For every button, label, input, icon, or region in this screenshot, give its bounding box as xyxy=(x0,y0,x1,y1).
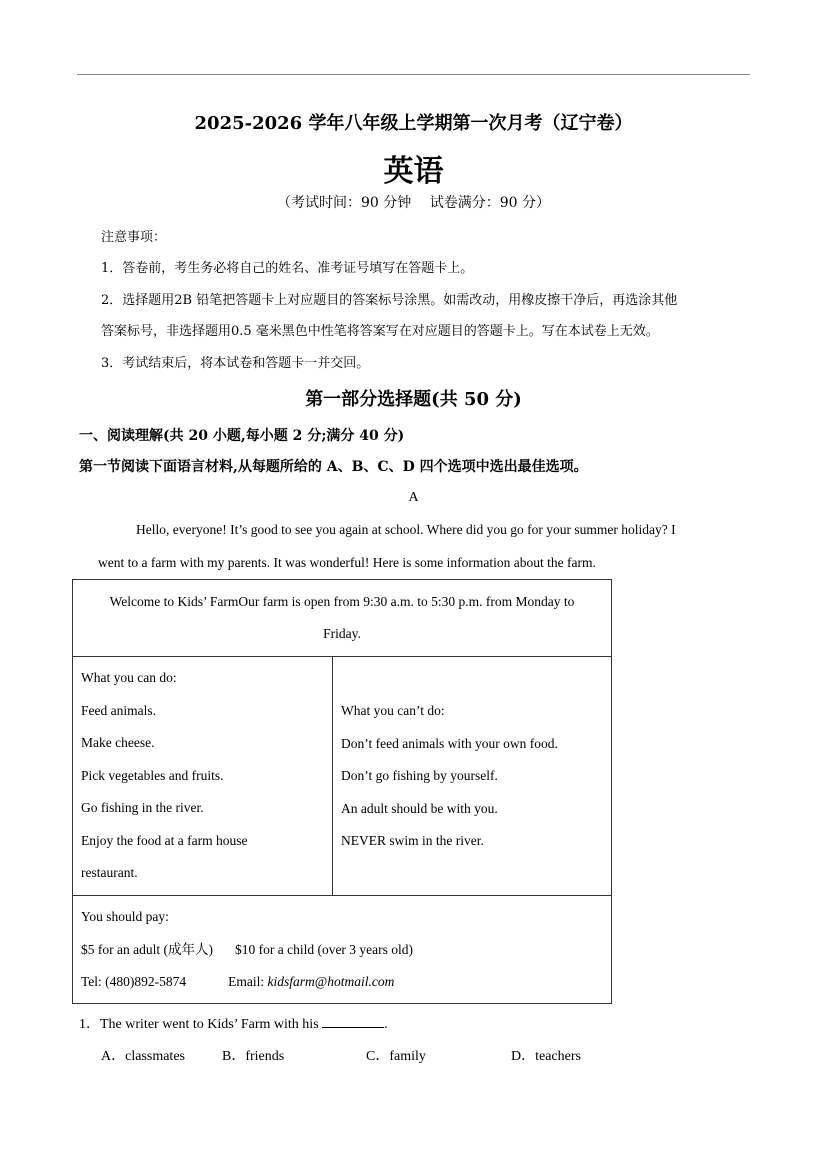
can-do-item: Enjoy the food at a farm house xyxy=(81,832,248,848)
phone-number: Tel: (480)892-5874 xyxy=(81,974,187,989)
cannot-do-item: An adult should be with you. xyxy=(341,800,498,816)
can-do-cell xyxy=(73,657,333,896)
farm-header-line-2: Friday. xyxy=(323,626,361,641)
email-address: kidsfarm@hotmail.com xyxy=(267,974,395,989)
option-b: B．friends xyxy=(222,1049,285,1064)
note-item-2-line-2: 答案标号，非选择题用0.5 毫米黑色中性笔将答案写在对应题目的答题卡上。写在本试卷上无效。 xyxy=(101,324,659,339)
note-item-1: 1．答卷前，考生务必将自己的姓名、准考证号填写在答题卡上。 xyxy=(101,261,474,276)
price-child: $10 for a child (over 3 years old) xyxy=(234,941,414,957)
cannot-do-cell xyxy=(333,657,612,896)
question-1-stem: 1．The writer went to Kids’ Farm with his . xyxy=(79,1017,388,1032)
note-item-3: 3．考试结束后，将本试卷和答题卡一并交回。 xyxy=(101,356,370,371)
farm-info-table xyxy=(72,579,612,1004)
subsection-title: 第一节阅读下面语言材料,从每题所给的 A、B、C、D 四个选项中选出最佳选项。 xyxy=(79,459,588,475)
note-item-2-line-1: 2．选择题用2B 铅笔把答题卡上对应题目的答案标号涂黑。如需改动，用橡皮擦干净后，再选涂其他 xyxy=(101,293,678,308)
contact-line xyxy=(73,966,611,999)
can-do-item: restaurant. xyxy=(81,865,138,880)
pay-heading: You should pay: xyxy=(81,909,169,924)
payment-cell xyxy=(73,896,612,1004)
farm-header-line-1: Welcome to Kids’ FarmOur farm is open from 9:30 a.m. to 5:30 p.m. from Monday to xyxy=(109,594,575,609)
cannot-do-heading: What you can’t do: xyxy=(341,703,445,718)
subject-title: 英语 xyxy=(383,154,444,189)
price-adult: $5 for an adult (成年人) xyxy=(81,941,213,957)
option-c: C．family xyxy=(366,1049,426,1064)
cannot-do-item: NEVER swim in the river. xyxy=(341,833,484,848)
answer-blank xyxy=(322,1015,384,1028)
farm-header-cell xyxy=(73,580,612,657)
cannot-do-item: Don’t feed animals with your own food. xyxy=(341,735,558,751)
passage-line-1: Hello, everyone! It’s good to see you again at school. Where did you go for your summer holiday? I xyxy=(136,522,676,537)
part-one-title: 第一部分选择题(共 50 分) xyxy=(305,389,522,410)
cannot-do-item: Don’t go fishing by yourself. xyxy=(341,768,498,783)
notes-heading: 注意事项： xyxy=(101,230,167,245)
can-do-item: Pick vegetables and fruits. xyxy=(81,767,224,783)
exam-title: 2025-2026 学年八年级上学期第一次月考（辽宁卷） xyxy=(194,113,633,134)
email-label: Email: xyxy=(228,974,265,989)
passage-label: A xyxy=(408,490,419,505)
passage-line-2: went to a farm with my parents. It was wonderful! Here is some information about the farm. xyxy=(98,555,596,570)
section-title: 一、阅读理解(共 20 小题,每小题 2 分;满分 40 分) xyxy=(79,428,405,444)
can-do-item: Go fishing in the river. xyxy=(81,800,204,815)
can-do-heading: What you can do: xyxy=(81,670,177,685)
header-rule xyxy=(77,74,750,75)
can-do-item: Feed animals. xyxy=(81,702,156,718)
option-d: D．teachers xyxy=(511,1049,581,1064)
price-line xyxy=(73,934,611,967)
exam-info: （考试时间：90 分钟 试卷满分：90 分） xyxy=(277,195,550,211)
can-do-item: Make cheese. xyxy=(81,735,155,750)
option-a: A．classmates xyxy=(101,1049,185,1064)
question-1-text: 1．The writer went to Kids’ Farm with his xyxy=(79,1017,319,1032)
